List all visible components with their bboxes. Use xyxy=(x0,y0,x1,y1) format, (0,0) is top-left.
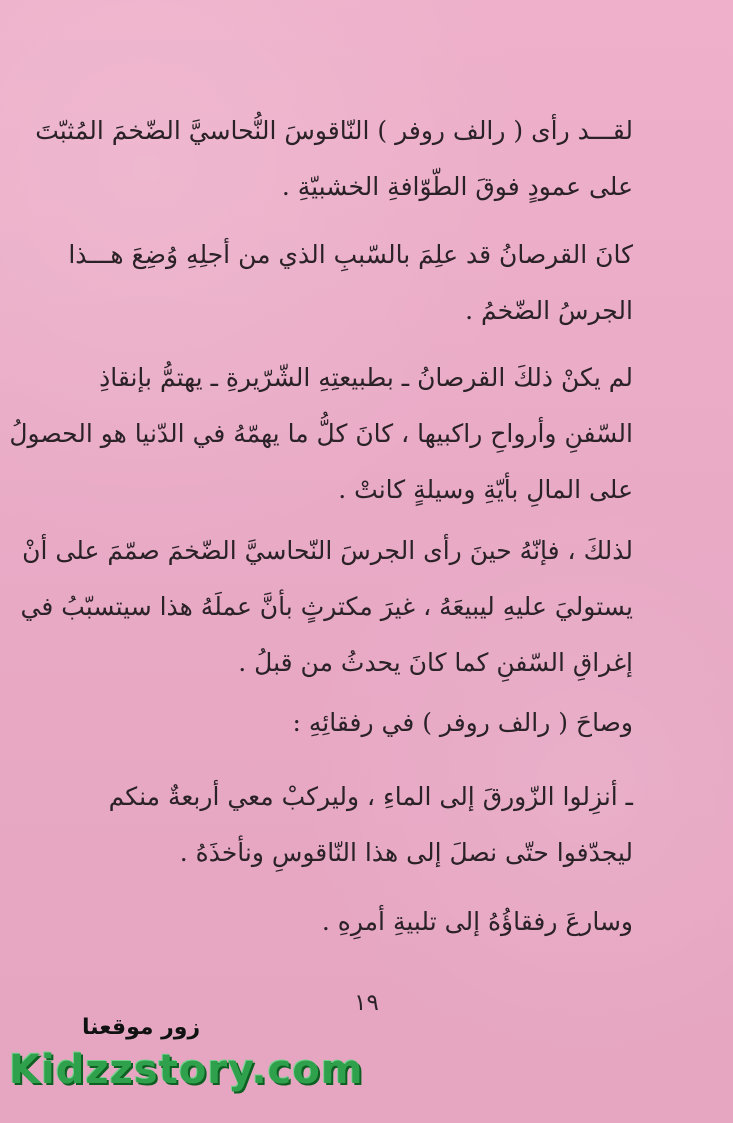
paragraph-1-line-1: لقـــد رأى ( رالف روفر ) النّاقوسَ النُّحاسيَّ الضّخمَ المُثبّتَ xyxy=(35,116,633,145)
paragraph-7 xyxy=(92,894,633,950)
paragraph-5 xyxy=(92,695,633,751)
paragraph-4-line-2: يستوليَ عليهِ ليبيعَهُ ، غيرَ مكترثٍ بأنَّ عملَهُ هذا سيتسبّبُ في xyxy=(20,592,633,621)
page-number: ١٩ xyxy=(354,990,379,1016)
watermark-logo-text: Kidzzstory.com xyxy=(9,1047,364,1093)
paragraph-6-line-2: ليجدّفوا حتّى نصلَ إلى هذا النّاقوسِ ونأخذَهُ . xyxy=(179,838,633,867)
paragraph-4-line-1: لذلكَ ، فإنّهُ حينَ رأى الجرسَ النّحاسيَّ الضّخمَ صمّمَ على أنْ xyxy=(22,536,633,565)
paragraph-4 xyxy=(20,523,633,691)
paragraph-5-line-1: وصاحَ ( رالف روفر ) في رفقائِهِ : xyxy=(292,708,633,737)
watermark-arabic-text: زور موقعنا xyxy=(82,1015,201,1040)
paragraph-2-line-1: كانَ القرصانُ قد علِمَ بالسّببِ الذي من أجلِهِ وُضِعَ هـــذا xyxy=(68,240,633,269)
paragraph-3-line-2: السّفنِ وأرواحِ راكبيها ، كانَ كلُّ ما يهمّهُ في الدّنيا هو الحصولُ xyxy=(9,419,633,448)
paragraph-6 xyxy=(92,769,633,881)
paragraph-7-line-1: وسارعَ رفقاؤُهُ إلى تلبيةِ أمرِهِ . xyxy=(321,907,633,936)
paragraph-3-line-1: لم يكنْ ذلكَ القرصانُ ـ بطبيعتِهِ الشّرّيرةِ ـ يهتمُّ بإنقاذِ xyxy=(99,363,633,392)
paragraph-1-line-2: على عمودٍ فوقَ الطّوّافةِ الخشبيّةِ . xyxy=(281,172,633,201)
paragraph-2 xyxy=(68,227,633,339)
paragraph-3 xyxy=(9,350,633,518)
paragraph-3-line-3: على المالِ بأيّةِ وسيلةٍ كانتْ . xyxy=(338,475,633,504)
paragraph-1 xyxy=(35,103,633,215)
site-watermark xyxy=(9,1009,364,1117)
paragraph-2-line-2: الجرسُ الضّخمُ . xyxy=(465,296,633,325)
paragraph-4-line-3: إغراقِ السّفنِ كما كانَ يحدثُ من قبلُ . xyxy=(238,648,633,677)
paragraph-6-line-1: ـ أنزِلوا الزّورقَ إلى الماءِ ، وليركبْ معي أربعةٌ منكم xyxy=(108,782,633,811)
